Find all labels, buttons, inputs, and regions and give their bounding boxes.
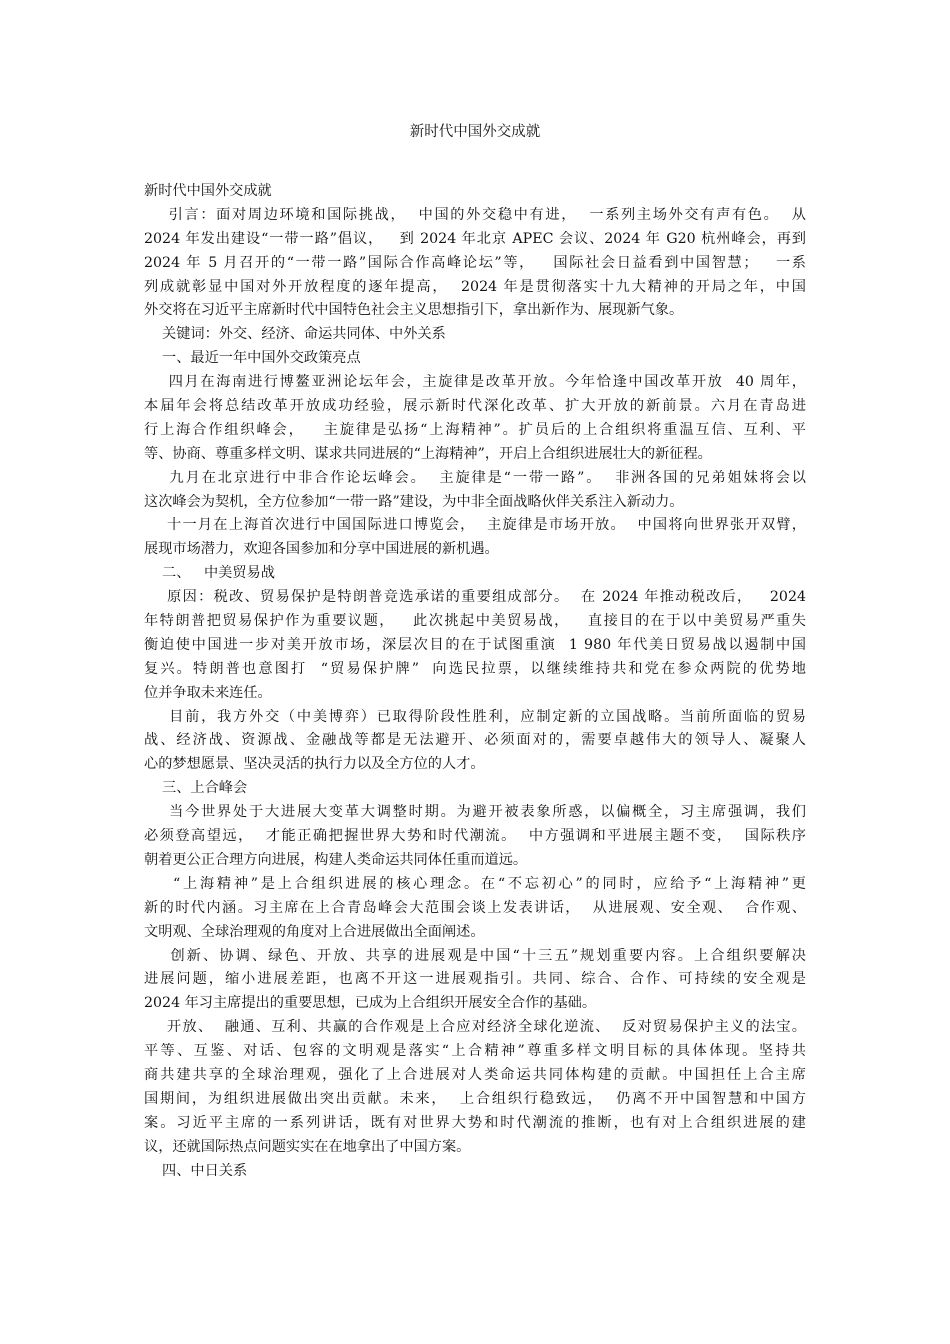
- text-line: 这次峰会为契机，全方位参加“一带一路”建设，为中非全面战略伙伴关系注入新动力。: [144, 493, 684, 510]
- text-line: 四月在海南进行博鳌亚洲论坛年会，主旋律是改革开放。今年恰逢中国改革开放 40 周年，: [144, 374, 806, 391]
- text-line: 进展问题，缩小进展差距，也离不开这一进展观指引。共同、综合、合作、可持续的安全观是: [144, 971, 806, 988]
- text-line: 新的时代内涵。习主席在上合青岛峰会大范围会谈上发表讲话， 从进展观、安全观、 合作观、: [144, 899, 806, 916]
- text-line: 位并争取未来连任。: [144, 684, 272, 701]
- text-line: 四、中日关系: [144, 1162, 248, 1179]
- text-line: 议，还就国际热点问题实实在在地拿出了中国方案。: [144, 1138, 471, 1155]
- text-line: 九月在北京进行中非合作论坛峰会。 主旋律是“一带一路”。 非洲各国的兄弟姐妹将会以: [144, 469, 806, 486]
- text-line: 2024 年习主席提出的重要思想，已成为上合组织开展安全合作的基础。: [144, 995, 597, 1012]
- text-line: 引言：面对周边环境和国际挑战， 中国的外交稳中有进， 一系列主场外交有声有色。 从: [144, 206, 806, 223]
- text-line: 衡迫使中国进一步对美开放市场，深层次目的在于试图重演 1 980 年代美日贸易战以遏制中国: [144, 636, 806, 653]
- text-line: 商共建共享的全球治理观，强化了上合进展对人类命运共同体构建的贡献。中国担任上合主席: [144, 1066, 806, 1083]
- text-line: 原因：税改、贸易保护是特朗普竞选承诺的重要组成部分。 在 2024 年推动税改后， 2024: [144, 589, 806, 606]
- text-line: 等、协商、尊重多样文明、谋求共同进展的“上海精神”，开启上合组织进展壮大的新征程。: [144, 445, 712, 462]
- text-line: 二、 中美贸易战: [144, 565, 275, 582]
- text-line: 2024 年 5 月召开的“一带一路”国际合作高峰论坛”等， 国际社会日益看到中国智慧； 一系: [144, 254, 806, 271]
- document-body: [144, 180, 806, 1183]
- text-line: 年特朗普把贸易保护作为重要议题， 此次挑起中美贸易战， 直接目的在于以中美贸易严重失: [144, 613, 806, 630]
- text-line: 展现市场潜力，欢迎各国参加和分享中国进展的新机遇。: [144, 541, 499, 558]
- text-line: 创新、协调、绿色、开放、共享的进展观是中国“十三五”规划重要内容。上合组织要解决: [144, 947, 806, 964]
- text-line: “上海精神”是上合组织进展的核心理念。在“不忘初心”的同时，应给予“上海精神”更: [144, 875, 806, 892]
- text-line: 列成就彰显中国对外开放程度的逐年提高， 2024 年是贯彻落实十九大精神的开局之年，中国: [144, 278, 806, 295]
- text-line: 一、最近一年中国外交政策亮点: [144, 350, 361, 367]
- text-line: 案。习近平主席的一系列讲话，既有对世界大势和时代潮流的推断，也有对上合组织进展的建: [144, 1114, 806, 1131]
- text-line: 战、经济战、资源战、金融战等都是无法避开、必须面对的，需要卓越伟大的领导人、凝聚人: [144, 732, 806, 749]
- text-line: 新时代中国外交成就: [144, 183, 272, 199]
- text-line: 平等、互鉴、对话、包容的文明观是落实“上合精神”尊重多样文明目标的具体体现。坚持共: [144, 1043, 806, 1060]
- text-line: 必须登高望远， 才能正确把握世界大势和时代潮流。 中方强调和平进展主题不变， 国际秩序: [144, 828, 806, 845]
- text-line: 十一月在上海首次进行中国国际进口博览会， 主旋律是市场开放。 中国将向世界张开双臂，: [144, 517, 806, 534]
- document-title: 新时代中国外交成就: [409, 124, 541, 140]
- text-line: 国期间，为组织进展做出突出贡献。未来， 上合组织行稳致远， 仍离不开中国智慧和中国方: [144, 1090, 806, 1107]
- text-line: 关键词：外交、经济、命运共同体、中外关系: [144, 326, 446, 343]
- text-line: 行上海合作组织峰会， 主旋律是弘扬“上海精神”。扩员后的上合组织将重温互信、互利、平: [144, 421, 806, 438]
- text-line: 目前，我方外交（中美博弈）已取得阶段性胜利，应制定新的立国战略。当前所面临的贸易: [144, 708, 806, 725]
- text-line: 文明观、全球治理观的角度对上合进展做出全面阐述。: [144, 923, 485, 940]
- text-line: 朝着更公正合理方向进展，构建人类命运共同体任重而道远。: [144, 851, 528, 868]
- text-line: 本届年会将总结改革开放成功经验，展示新时代深化改革、扩大开放的新前景。六月在青岛进: [144, 398, 806, 415]
- text-line: 当今世界处于大进展大变革大调整时期。为避开被表象所惑，以偏概全，习主席强调，我们: [144, 804, 806, 821]
- document-page: [144, 122, 806, 1183]
- text-line: 三、上合峰会: [144, 780, 248, 797]
- text-line: 外交将在习近平主席新时代中国特色社会主义思想指引下，拿出新作为、展现新气象。: [144, 302, 684, 319]
- text-line: 2024 年发出建设“一带一路”倡议， 到 2024 年北京 APEC 会议、2024 年 G20 杭州峰会，再到: [144, 230, 806, 247]
- text-line: 开放、 融通、互利、共赢的合作观是上合应对经济全球化逆流、 反对贸易保护主义的法宝。: [144, 1019, 806, 1036]
- text-line: 复兴。特朗普也意图打 “贸易保护牌” 向选民拉票，以继续维持共和党在参众两院的优势地: [144, 660, 806, 677]
- text-line: 心的梦想愿景、坚决灵活的执行力以及全方位的人才。: [144, 756, 485, 773]
